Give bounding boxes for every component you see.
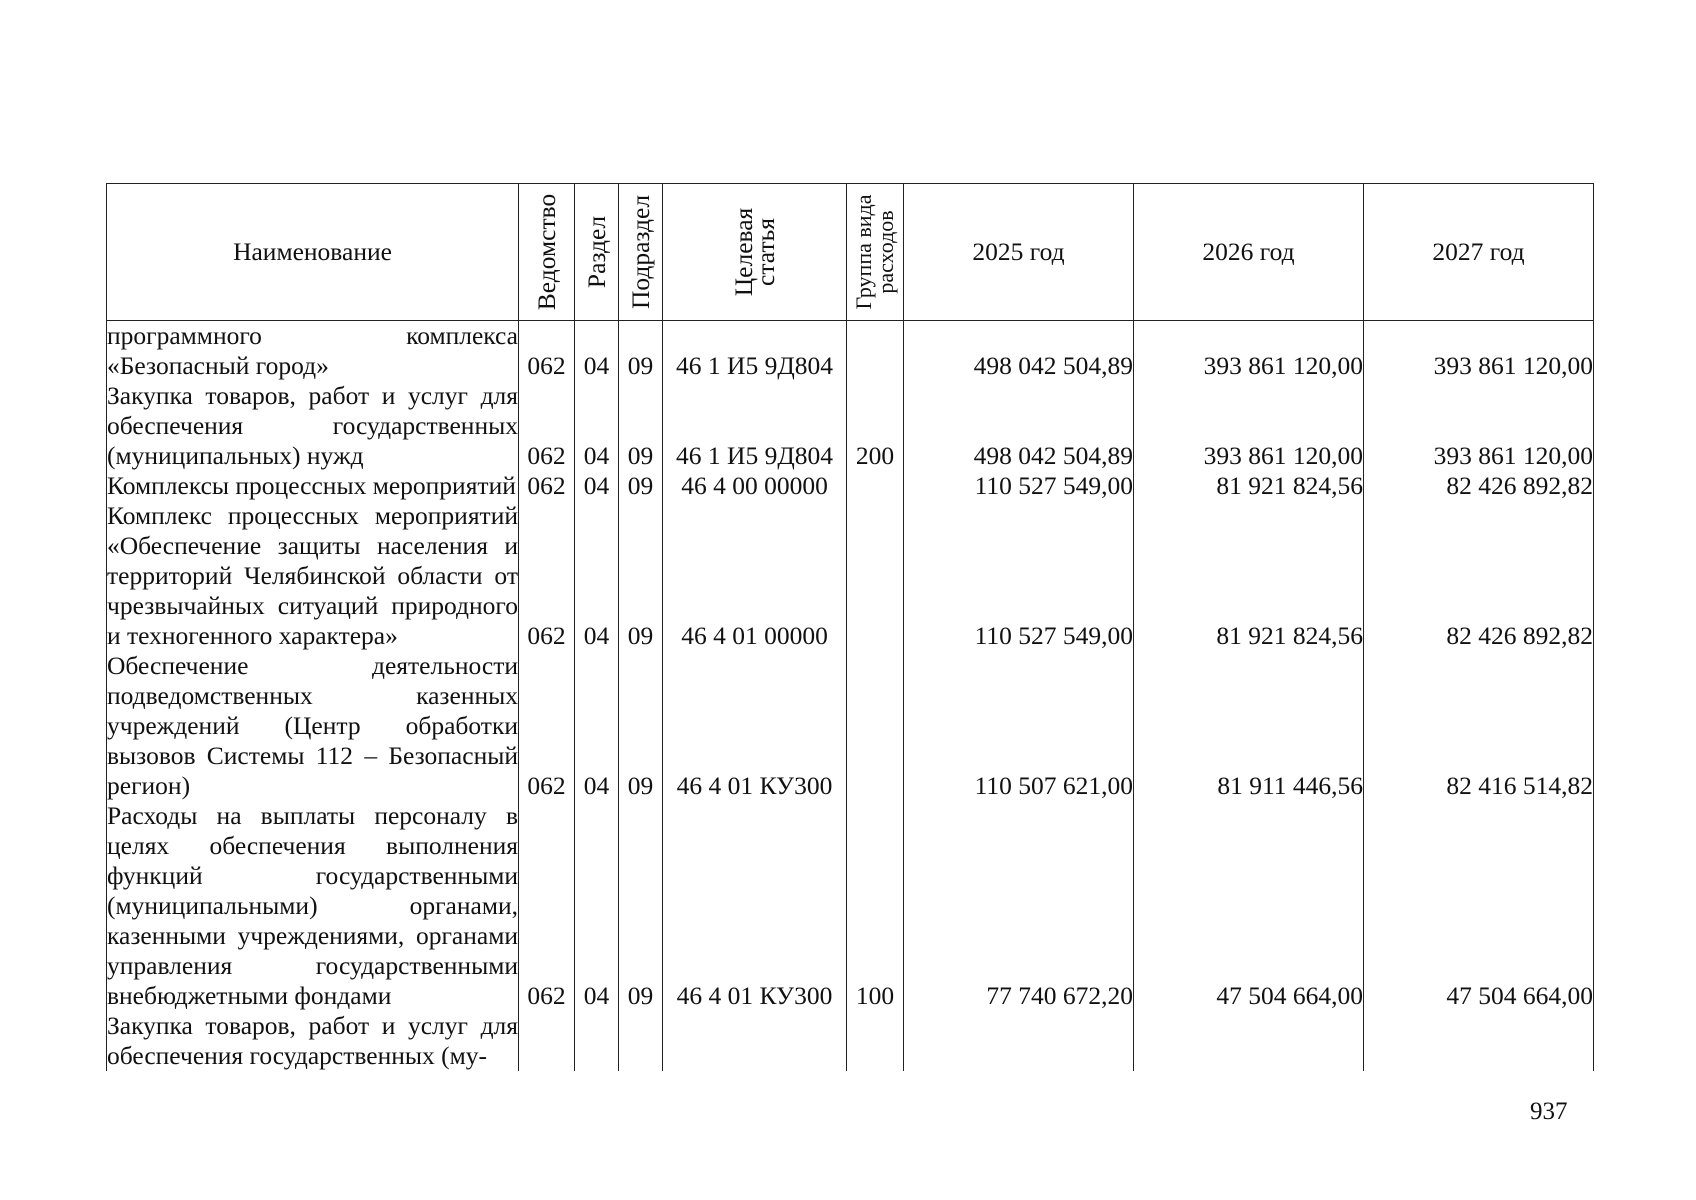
row-sum-2025: 498 042 504,89 xyxy=(904,381,1134,471)
row-name: Расходы на выплаты персоналу в целях обеспечения выполнения функций государственными (муниципальными) органами, казенными учреждениями, органами управления государственными внебюджетными фондами xyxy=(107,801,518,1010)
row-razdel: 04 xyxy=(575,651,619,801)
row-razdel xyxy=(575,1011,619,1071)
row-podrazdel: 09 xyxy=(619,321,663,382)
row-sum-2027: 82 426 892,82 xyxy=(1364,501,1594,651)
header-2027: 2027 год xyxy=(1364,184,1594,321)
table-row xyxy=(107,651,1594,801)
header-2025: 2025 год xyxy=(904,184,1134,321)
row-expense-group xyxy=(847,501,904,651)
row-name: Закупка товаров, работ и услуг для обеспечения государственных (му- xyxy=(107,1011,518,1070)
table-row xyxy=(107,381,1594,471)
row-sum-2025: 77 740 672,20 xyxy=(904,801,1134,1011)
table-row xyxy=(107,471,1594,501)
row-sum-2026: 47 504 664,00 xyxy=(1134,801,1364,1011)
row-name: программного комплекса «Безопасный город» xyxy=(107,321,518,380)
row-vedomstvo: 062 xyxy=(519,501,575,651)
table-row xyxy=(107,501,1594,651)
row-razdel: 04 xyxy=(575,381,619,471)
row-target-article: 46 4 01 00000 xyxy=(663,501,847,651)
row-sum-2025: 110 527 549,00 xyxy=(904,471,1134,501)
row-name: Обеспечение деятельности подведомственных казенных учреждений (Центр обработки вызовов Системы 112 – Безопасный регион) xyxy=(107,651,518,800)
row-podrazdel xyxy=(619,1011,663,1071)
row-sum-2027: 393 861 120,00 xyxy=(1364,321,1594,382)
header-expense-group: Группа вида расходов xyxy=(847,184,904,321)
page-number: 937 xyxy=(1530,1098,1568,1125)
row-podrazdel: 09 xyxy=(619,801,663,1011)
row-sum-2025: 498 042 504,89 xyxy=(904,321,1134,382)
row-expense-group xyxy=(847,321,904,382)
row-sum-2027: 393 861 120,00 xyxy=(1364,381,1594,471)
header-target-article: Целевая статья xyxy=(663,184,847,321)
row-podrazdel: 09 xyxy=(619,381,663,471)
row-sum-2026 xyxy=(1134,1011,1364,1071)
row-sum-2027: 47 504 664,00 xyxy=(1364,801,1594,1011)
row-vedomstvo: 062 xyxy=(519,801,575,1011)
row-expense-group xyxy=(847,1011,904,1071)
row-podrazdel: 09 xyxy=(619,651,663,801)
table-row xyxy=(107,801,1594,1011)
row-razdel: 04 xyxy=(575,501,619,651)
row-razdel: 04 xyxy=(575,801,619,1011)
row-name: Комплексы процессных мероприятий xyxy=(107,471,519,501)
row-vedomstvo xyxy=(519,1011,575,1071)
header-razdel: Раздел xyxy=(575,184,619,321)
row-sum-2026: 81 911 446,56 xyxy=(1134,651,1364,801)
row-vedomstvo: 062 xyxy=(519,321,575,382)
row-sum-2026: 393 861 120,00 xyxy=(1134,321,1364,382)
row-vedomstvo: 062 xyxy=(519,651,575,801)
row-razdel: 04 xyxy=(575,471,619,501)
row-vedomstvo: 062 xyxy=(519,381,575,471)
row-expense-group: 100 xyxy=(847,801,904,1011)
row-sum-2027 xyxy=(1364,1011,1594,1071)
row-sum-2026: 393 861 120,00 xyxy=(1134,381,1364,471)
row-name: Закупка товаров, работ и услуг для обеспечения государственных (муниципальных) нужд xyxy=(107,381,518,470)
row-target-article: 46 1 И5 9Д804 xyxy=(663,381,847,471)
row-expense-group xyxy=(847,651,904,801)
header-vedomstvo: Ведомство xyxy=(519,184,575,321)
row-sum-2027: 82 416 514,82 xyxy=(1364,651,1594,801)
row-sum-2025: 110 527 549,00 xyxy=(904,501,1134,651)
row-target-article: 46 4 01 КУ300 xyxy=(663,801,847,1011)
row-sum-2026: 81 921 824,56 xyxy=(1134,501,1364,651)
header-name: Наименование xyxy=(107,184,519,321)
row-expense-group: 200 xyxy=(847,381,904,471)
row-sum-2026: 81 921 824,56 xyxy=(1134,471,1364,501)
row-podrazdel: 09 xyxy=(619,501,663,651)
row-podrazdel: 09 xyxy=(619,471,663,501)
row-sum-2025: 110 507 621,00 xyxy=(904,651,1134,801)
header-podrazdel: Подраздел xyxy=(619,184,663,321)
row-razdel: 04 xyxy=(575,321,619,382)
row-sum-2027: 82 426 892,82 xyxy=(1364,471,1594,501)
row-target-article: 46 4 00 00000 xyxy=(663,471,847,501)
row-target-article: 46 4 01 КУ300 xyxy=(663,651,847,801)
table-row xyxy=(107,1011,1594,1071)
row-name: Комплекс процессных мероприятий «Обеспечение защиты населения и территорий Челябинской области от чрезвычайных ситуаций природного и техногенного характера» xyxy=(107,501,518,650)
header-2026: 2026 год xyxy=(1134,184,1364,321)
row-sum-2025 xyxy=(904,1011,1134,1071)
row-target-article xyxy=(663,1011,847,1071)
budget-table xyxy=(106,183,1594,1071)
row-vedomstvo: 062 xyxy=(519,471,575,501)
header-row xyxy=(107,184,1594,321)
table-row xyxy=(107,321,1594,382)
row-target-article: 46 1 И5 9Д804 xyxy=(663,321,847,382)
row-expense-group xyxy=(847,471,904,501)
